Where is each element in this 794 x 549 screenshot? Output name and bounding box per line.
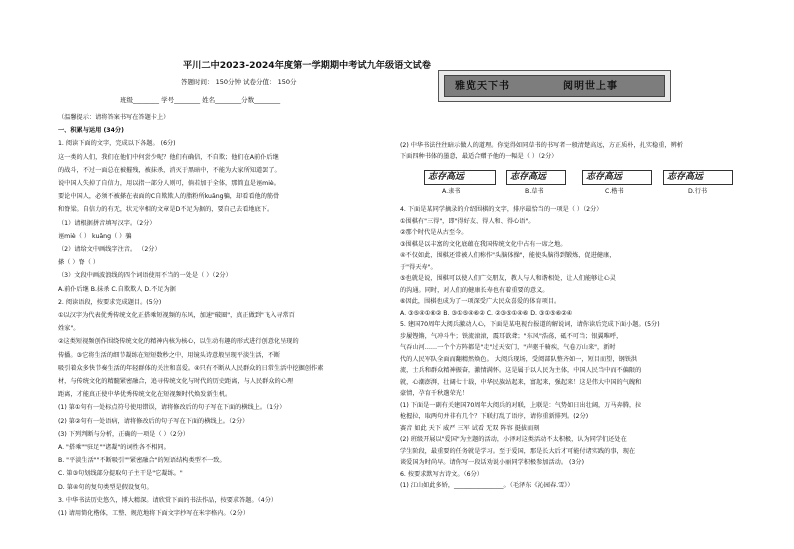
calligraphy-text: 志存高远 xyxy=(428,172,465,182)
banner-left-text: 雅览天下书 xyxy=(455,81,510,92)
text-line: 一、积累与运用 (34分) xyxy=(58,127,124,135)
text-line: 传播。③它将生活的细节凝练在短短数秒之中，用镜头诗意般呈现平淡生活，不断 xyxy=(58,351,281,359)
text-line: D. 第④句的复句类型是假设复句。 xyxy=(58,483,153,491)
text-line: 步履铿锵，气冲斗牛；铁流滚滚，震耳欲聋；"东风"浩荡，砥不可当；银翼唯呼， xyxy=(400,332,623,340)
text-line: 下面四种书体的墨意，最适合赠予他的一幅是（ ）（2分） xyxy=(400,153,558,160)
text-line: 要论中国人，必须不被搽在表面的C自欺欺人的脂粉所kuāng骗，却看看他的筋骨 xyxy=(58,193,280,201)
text-line: （温馨提示：请将答案书写在答题卡上） xyxy=(58,114,170,121)
text-line: (1) 第①句有一处标点符号使用错误，请将修改后的句子写在下面的横线上。（1分） xyxy=(58,404,286,412)
calligraphy-sample-d xyxy=(663,170,733,185)
text-line: ④不仅如此，围棋还常被人们称作"头脑体操"，能使头脑得到锻炼，促进健康， xyxy=(400,252,616,259)
text-line: 就，心潮澎湃，壮阔七十载，中华民族站起来，富起来，强起来！这是伟大中国的气魄和 xyxy=(400,378,642,386)
text-line: (1) 请用简化楷体，工整、规范地将下面文字抄写在米字格内。（2分） xyxy=(58,510,250,517)
calligraphy-text: 志存高远 xyxy=(510,172,547,182)
calligraphy-caption-b: B.草书 xyxy=(525,188,544,195)
text-line: (3) 下列判断与分析，正确的一项是（ ）（2分） xyxy=(58,430,190,438)
text-line: 的沟通。同时，对人们的健康长寿也有着重要的意义。 xyxy=(400,286,549,294)
text-line: 豪情，孕育千秋邈荣光！ xyxy=(400,390,469,397)
text-line: 材，与传统文化的精髓紧密融合，追寻传统文化与时代的历史距离，与人民群众的心理 xyxy=(58,378,294,385)
calligraphy-caption-a: A.隶书 xyxy=(442,188,461,195)
text-line: 学生阶段，最重要的任务就是学习。至于爱国，那是长大后才可能付诸实践的事，现在 xyxy=(400,447,636,455)
text-line: A. "搭乘""驻足""诸凝"的词性各不相同。 xyxy=(58,444,170,451)
text-line: （2）请给文中画线字注音。 （2分） xyxy=(58,246,161,253)
calligraphy-sample-c xyxy=(582,170,652,185)
text-line: (2) 班级开展以"爱国"为主题的活动，小泽对这类活动不太积极，认为同学们还处在 xyxy=(400,436,627,443)
text-line: 姓家"。 xyxy=(58,325,80,333)
exam-meta: 答题时间： 150分钟 试卷分值： 150分 xyxy=(181,78,297,86)
student-info-fields: 班级________ 学号________ 姓名________分数________ xyxy=(120,96,281,104)
text-line: ⑤也就是说，围棋可以使人们广交朋友，教人与人和谐相处，让人们能够让心灵 xyxy=(400,275,616,282)
calligraphy-text: 志存高远 xyxy=(667,172,704,182)
text-line: （1）请根据拼音填写汉字。（2分） xyxy=(58,219,156,227)
calligraphy-banner xyxy=(438,70,671,102)
calligraphy-caption-c: C.楷书 xyxy=(605,188,624,195)
banner-panel xyxy=(444,75,665,97)
text-line: ②那个时代是从古至今。 xyxy=(400,229,468,236)
text-line: ①以汉字为代表优秀传统文化正搭乘短视频的东风，加速"破圈"，真正做到"飞入寻常百 xyxy=(58,312,295,319)
text-line: 枪握拉，取两句并非有几个？下联打乱了语序，请你重新排列。(2分) xyxy=(400,413,589,420)
text-line: 代的人民军队全面而翻精然焕色。 大阅兵现场，受阅部队整齐如一，短目而望，钢铁洪 xyxy=(400,355,638,363)
text-line: 距离，才能真正使中华优秀传统文化在短视频时代焕发新生机。 xyxy=(58,391,232,399)
text-line: (2) 第②句有一处语病，请将修改后的句子写在下面的横线上。（2分） xyxy=(58,417,249,425)
text-line: (1) 江山如此多娇，________________。（毛泽东《沁园春.雪》） xyxy=(400,482,574,489)
text-line: 和脊梁。自信力的有无，状元宰相的文章是D不足为据的，要自己去看地底下。 xyxy=(58,206,274,214)
text-line: ⑥因此，围棋也成为了一项深受广大民众喜爱的体育项目。 xyxy=(400,298,561,305)
text-line: 于"得天寿"。 xyxy=(400,263,437,271)
text-line: (2) 中华书法往往暗示做人的道理。你觉得如同草书的书写者一般清楚高远，方正质朴，扎实稳重，辨析 xyxy=(400,142,683,149)
banner-right-text: 阅明世上事 xyxy=(563,81,618,92)
text-line: 1. 阅读下面的文字，完成以下各题。 (6分) xyxy=(58,140,176,148)
text-line: A.前仆后继 B.抹杀 C.自欺欺人 D.不足为据 xyxy=(58,285,176,293)
text-line: 气吞山河……一个个方阵都是"走"过天安门，"声驱千骑疾，气卷万山来"，新时 xyxy=(400,344,616,351)
calligraphy-caption-d: D.行书 xyxy=(688,188,708,195)
text-line: 说中国人失掉了自信力，用以指一部分人则可，倘若加于全体，那简直是诬miè。 xyxy=(58,180,280,187)
text-line: ①围棋有"三得"，即"得好友、得人和、得心语"。 xyxy=(400,217,535,225)
calligraphy-text: 志存高远 xyxy=(586,172,623,182)
text-line: 2. 阅读语段，按要求完成题目。(5分) xyxy=(58,298,162,306)
text-line: 4. 下面是某同学摘录的介绍围棋的文字，排序最恰当的一项是（ ）（2分） xyxy=(400,206,603,213)
text-line: 3. 中华书法历史悠久，博大精深。请欣赏下面的书法作品，按要求答题。（4分） xyxy=(58,496,278,504)
calligraphy-sample-b xyxy=(506,170,566,185)
text-line: ③围棋是以丰富的文化底蕴在我国传统文化中占有一席之地。 xyxy=(400,240,567,248)
text-line: （3）文段中画波浪线的四个词语使用不当的一处是（ ）（2分） xyxy=(58,272,232,280)
text-line: 赛音 如此 天下 威严 三军 试看 无双 阵容 挺拔而刻 xyxy=(400,424,540,432)
text-line: 的战斗，不过一面总在被摧残，被抹杀，消灭于黑暗中，不能为大家所知道罢了。 xyxy=(58,166,281,174)
text-line: 诬miè（ ） kuāng（ ）骗 xyxy=(58,232,132,240)
text-line: A. ③⑤④①⑥② B. ③①⑤④⑥② C. ②③⑤①④⑥ D. ③①⑤⑥②④ xyxy=(400,309,573,317)
text-line: C. 第③句划线部分提取句子主干是"它凝练。" xyxy=(58,470,183,478)
text-line: 流，士兵和群众精神振奋，激情满怀。这是属于以人民为主体，中国人民当中而不偏限的 xyxy=(400,367,642,374)
text-line: ②这类短视频创作围绕传统文化的精神内核为核心，以生动有趣的形式进行创意化呈现的 xyxy=(58,338,299,346)
exam-title: 平川二中2023-2024年度第一学期期中考试九年级语文试卷 xyxy=(183,60,431,71)
calligraphy-sample-a xyxy=(424,170,496,185)
text-line: 搽（ ）脊（ ） xyxy=(58,259,100,267)
text-line: 6. 按要求默写古诗文。（6分） xyxy=(400,470,483,478)
text-line: 这一类的人们，我们在他们中何尝少呢？他们有确信，不自欺；他们在A前仆后继 xyxy=(58,153,279,161)
text-line: 谈爱国为时尚早。请你写一段话劝说小丽同学积极参加活动。 (3分) xyxy=(400,459,584,466)
text-line: (1) 下面是一副有关建国70周年大阅兵的对联，上联是：气势如日出壮阔，万马奔腾，拉 xyxy=(400,401,642,409)
text-line: B. "平淡生活""不断吸引""紧密融合"的短语结构类型不一致。 xyxy=(58,457,226,465)
text-line: 吸引着众多快节奏生活的年轻群体的关注和喜爱。④只有不断从人民群众的日常生活中挖掘创作素 xyxy=(58,364,324,372)
text-line: 5. 建国70周年大阅兵激动人心，下面是某电视台报道的解说词，请你读后完成下面小题。(5分) xyxy=(400,321,660,328)
